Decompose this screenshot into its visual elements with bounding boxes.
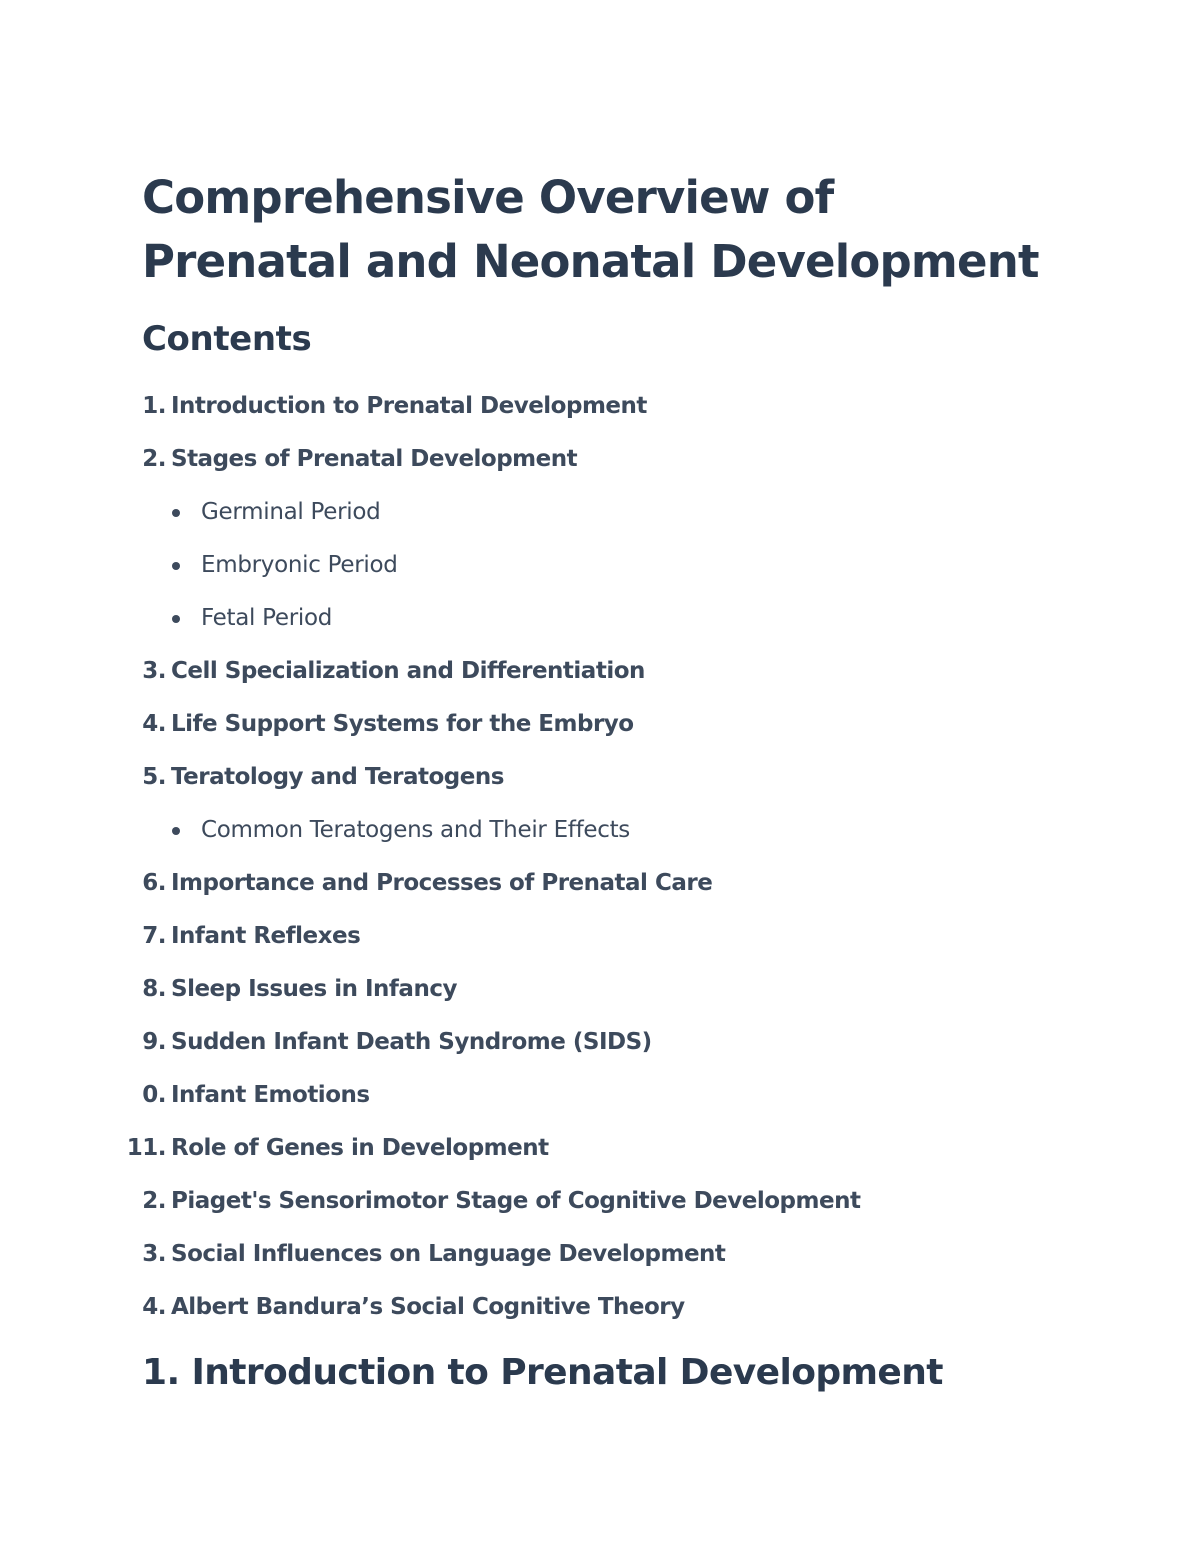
toc-item-link[interactable]: Introduction to Prenatal Development <box>171 393 647 419</box>
toc-item-link[interactable]: Importance and Processes of Prenatal Care <box>171 870 713 896</box>
toc-item-number: 4. <box>142 1294 166 1320</box>
toc-item-number: 2. <box>142 1188 166 1214</box>
toc-item-number: 5. <box>142 764 166 790</box>
toc-item <box>0 1069 1200 1122</box>
toc-item-link[interactable]: Role of Genes in Development <box>171 1135 549 1161</box>
toc-item <box>0 1175 1200 1228</box>
toc-item <box>0 910 1200 963</box>
toc-subitem-link[interactable]: Embryonic Period <box>201 552 398 578</box>
toc-item-link[interactable]: Infant Emotions <box>171 1082 370 1108</box>
toc-subitem <box>0 539 1200 592</box>
toc-subitem <box>0 804 1200 857</box>
toc-subitem-link[interactable]: Germinal Period <box>201 499 381 525</box>
toc-item-number: 3. <box>142 1241 166 1267</box>
toc-item <box>0 1016 1200 1069</box>
toc-item-number: 9. <box>142 1029 166 1055</box>
toc-item-link[interactable]: Teratology and Teratogens <box>171 764 504 790</box>
toc-item-number: 4. <box>142 711 166 737</box>
toc-item <box>0 1228 1200 1281</box>
toc-item <box>0 963 1200 1016</box>
toc-item-link[interactable]: Life Support Systems for the Embryo <box>171 711 634 737</box>
contents-heading: Contents <box>142 319 312 359</box>
toc-item-link[interactable]: Stages of Prenatal Development <box>171 446 578 472</box>
toc-subitem-link[interactable]: Common Teratogens and Their Effects <box>201 817 630 843</box>
toc-item-number: 11. <box>126 1135 166 1161</box>
toc-item-number: 0. <box>142 1082 166 1108</box>
toc-item-number: 3. <box>142 658 166 684</box>
document-title: Comprehensive Overview of Prenatal and Neonatal Development <box>142 171 1039 288</box>
toc-item-link[interactable]: Sleep Issues in Infancy <box>171 976 457 1002</box>
toc-item-link[interactable]: Social Influences on Language Development <box>171 1241 726 1267</box>
toc-item <box>0 1122 1200 1175</box>
toc-item-number: 6. <box>142 870 166 896</box>
toc-subitem-link[interactable]: Fetal Period <box>201 605 333 631</box>
toc-item <box>0 698 1200 751</box>
bullet-icon <box>172 615 180 623</box>
toc-item-link[interactable]: Piaget's Sensorimotor Stage of Cognitive Development <box>171 1188 861 1214</box>
toc-item-number: 7. <box>142 923 166 949</box>
toc-item-link[interactable]: Albert Bandura’s Social Cognitive Theory <box>171 1294 685 1320</box>
bullet-icon <box>172 827 180 835</box>
toc-item-number: 2. <box>142 446 166 472</box>
toc-item <box>0 1281 1200 1334</box>
toc-item <box>0 857 1200 910</box>
toc-item-number: 1. <box>142 393 166 419</box>
bullet-icon <box>172 509 180 517</box>
toc-item <box>0 751 1200 804</box>
toc-item-link[interactable]: Cell Specialization and Differentiation <box>171 658 645 684</box>
toc-item <box>0 380 1200 433</box>
toc-item-link[interactable]: Sudden Infant Death Syndrome (SIDS) <box>171 1029 652 1055</box>
table-of-contents <box>0 380 1200 1334</box>
bullet-icon <box>172 562 180 570</box>
toc-subitem <box>0 592 1200 645</box>
toc-subitem <box>0 486 1200 539</box>
toc-item-link[interactable]: Infant Reflexes <box>171 923 361 949</box>
toc-item-number: 8. <box>142 976 166 1002</box>
section-heading: 1. Introduction to Prenatal Development <box>142 1352 943 1393</box>
toc-item <box>0 645 1200 698</box>
toc-item <box>0 433 1200 486</box>
